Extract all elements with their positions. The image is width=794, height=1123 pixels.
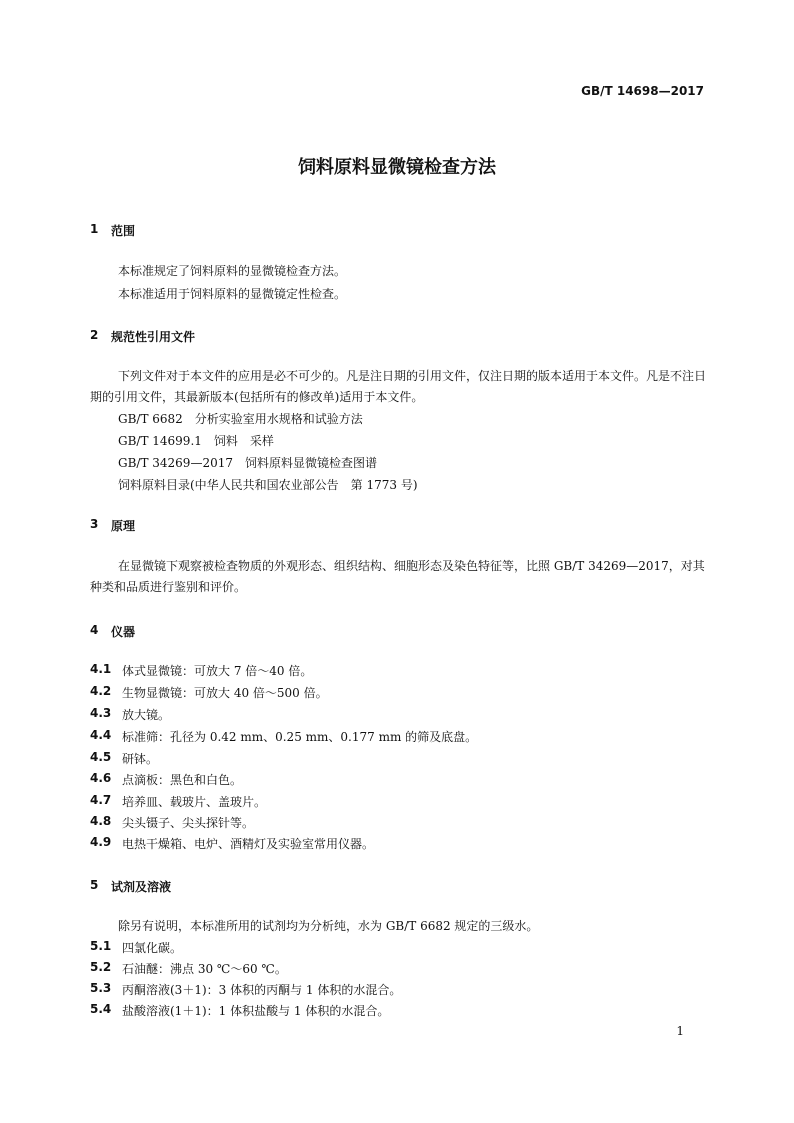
list-item-text: 丙酮溶液(3＋1)：3 体积的丙酮与 1 体积的水混合。 [122,983,402,997]
list-item-number: 4.8 [90,814,112,828]
list-item-text: 生物显微镜：可放大 40 倍～500 倍。 [122,686,328,700]
list-item-number: 4.5 [90,750,112,764]
list-item-text: 点滴板：黑色和白色。 [122,773,243,787]
list-item-text: 四氯化碳。 [122,941,183,955]
list-item-number: 4.2 [90,684,112,698]
list-item-number: 5.3 [90,981,112,995]
list-item-text: 研钵。 [122,752,159,766]
list-item-text: 盐酸溶液(1＋1)：1 体积盐酸与 1 体积的水混合。 [122,1004,390,1018]
list-item-number: 4.7 [90,793,112,807]
list-item-number: 4.9 [90,835,112,849]
document-title: 饲料原料显微镜检查方法 [298,157,496,178]
list-item-text: 石油醚：沸点 30 ℃～60 ℃。 [122,962,287,976]
section-1-title: 范围 [111,224,136,238]
section-3-title: 原理 [111,519,136,533]
list-item-number: 4.1 [90,662,112,676]
list-item-text: 电热干燥箱、电炉、酒精灯及实验室常用仪器。 [122,837,375,851]
list-item-number: 4.4 [90,728,112,742]
section-1-paragraph: 本标准规定了饲料原料的显微镜检查方法。 [118,264,347,278]
section-2-number: 2 [90,328,99,342]
list-item-number: 5.2 [90,960,112,974]
list-item-number: 5.4 [90,1002,112,1016]
reference-item: GB/T 34269—2017 饲料原料显微镜检查图谱 [118,456,377,470]
section-4-title: 仪器 [111,625,136,639]
list-item-number: 4.6 [90,771,112,785]
section-1-number: 1 [90,222,99,236]
section-1-paragraph: 本标准适用于饲料原料的显微镜定性检查。 [118,287,347,301]
reference-item: GB/T 6682 分析实验室用水规格和试验方法 [118,412,363,426]
list-item-number: 5.1 [90,939,112,953]
section-2-title: 规范性引用文件 [111,330,196,344]
list-item-text: 体式显微镜：可放大 7 倍～40 倍。 [122,664,313,678]
list-item-number: 4.3 [90,706,112,720]
page-number: 1 [676,1024,684,1038]
reference-item: GB/T 14699.1 饲料 采样 [118,434,274,448]
reference-item: 饲料原料目录(中华人民共和国农业部公告 第 1773 号) [118,478,418,492]
standard-code: GB/T 14698—2017 [581,84,704,98]
list-item-text: 培养皿、载玻片、盖玻片。 [122,795,267,809]
section-5-intro: 除另有说明，本标准所用的试剂均为分析纯，水为 GB/T 6682 规定的三级水。 [118,919,539,933]
section-5-number: 5 [90,878,99,892]
section-3-number: 3 [90,517,99,531]
section-5-title: 试剂及溶液 [111,880,172,894]
list-item-text: 标准筛：孔径为 0.42 mm、0.25 mm、0.177 mm 的筛及底盘。 [122,730,478,744]
section-4-number: 4 [90,623,99,637]
section-2-intro: 下列文件对于本文件的应用是必不可少的。凡是注日期的引用文件，仅注日期的版本适用于本文件。凡是不注日期的引用文件，其最新版本(包括所有的修改单)适用于本文件。 [90,369,707,404]
section-3-text: 在显微镜下观察被检查物质的外观形态、组织结构、细胞形态及染色特征等，比照 GB/T 34269—2017，对其种类和品质进行鉴别和评价。 [90,559,705,594]
list-item-text: 放大镜。 [122,708,171,722]
list-item-text: 尖头镊子、尖头探针等。 [122,816,255,830]
